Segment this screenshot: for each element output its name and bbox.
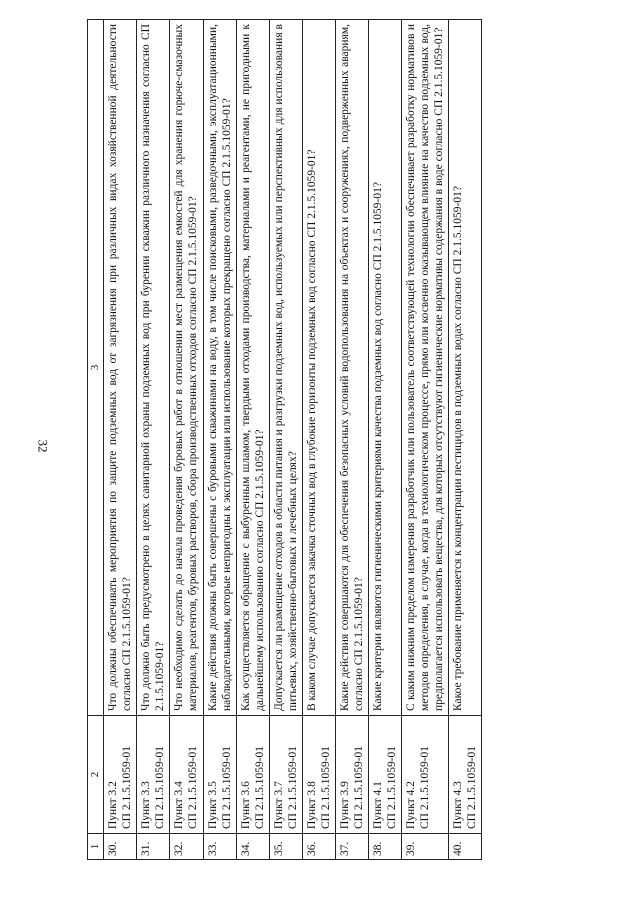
row-question: Что должны обеспечивать мероприятия по защите подземных вод от загрязнения при различных видах хозяйственной деятельности согласно СП 2.1.5.1059-01?: [104, 20, 137, 716]
row-reference: Пункт 3.7 СП 2.1.5.1059-01: [269, 716, 302, 834]
row-question: Какие действия совершаются для обеспечения безопасных условий водопользования на объектах и сооружениях, подверженных авариям, согласно СП 2.1.5.1059-01?: [335, 20, 368, 716]
table-row: [137, 20, 170, 860]
table-row: [170, 20, 203, 860]
table-row: [236, 20, 269, 860]
table-row: [335, 20, 368, 860]
requirements-table: [87, 19, 482, 860]
header-col-1: 1: [88, 834, 104, 860]
table-row: [104, 20, 137, 860]
row-question: С каким нижним пределом измерения разработчик или пользователь соответствующей технологии обеспечивает разработку нормативов и методов определения, в случае, когда в технологическом процессе, прямо или косвенно оказывающем влияние на качество подземных вод, предполагается использовать вещества, для которых отсутствуют гигиенические нормативы содержания в воде согласно СП 2.1.5.1059-01?: [401, 20, 448, 716]
row-reference: Пункт 3.4 СП 2.1.5.1059-01: [170, 716, 203, 834]
row-question: В каком случае допускается закачка сточных вод в глубокие горизонты подземных вод согласно СП 2.1.5.1059-01?: [302, 20, 335, 716]
row-reference: Пункт 4.2 СП 2.1.5.1059-01: [401, 716, 448, 834]
table-row: [368, 20, 401, 860]
row-number: 35.: [269, 834, 302, 860]
row-number: 37.: [335, 834, 368, 860]
rotated-sheet: [87, 20, 482, 860]
row-reference: Пункт 3.5 СП 2.1.5.1059-01: [203, 716, 236, 834]
row-number: 33.: [203, 834, 236, 860]
table-row: [203, 20, 236, 860]
row-question: Что необходимо сделать до начала проведения буровых работ в отношении мест размещения емкостей для хранения горюче-смазочных материалов, реагентов, буровых растворов, сбора производственных отходов согласно СП 2.1.5.1059-01?: [170, 20, 203, 716]
row-number: 34.: [236, 834, 269, 860]
row-number: 39.: [401, 834, 448, 860]
header-col-2: 2: [88, 716, 104, 834]
row-number: 32.: [170, 834, 203, 860]
row-reference: Пункт 4.1 СП 2.1.5.1059-01: [368, 716, 401, 834]
table-row: [269, 20, 302, 860]
table-header-row: [88, 20, 104, 860]
row-reference: Пункт 3.9 СП 2.1.5.1059-01: [335, 716, 368, 834]
row-reference: Пункт 3.8 СП 2.1.5.1059-01: [302, 716, 335, 834]
row-reference: Пункт 3.6 СП 2.1.5.1059-01: [236, 716, 269, 834]
row-question: Как осуществляется обращение с выбуренным шламом, твердыми отходами производства, материалами и реагентами, не пригодными к дальнейшему использованию согласно СП 2.1.5.1059-01?: [236, 20, 269, 716]
table-row: [401, 20, 448, 860]
row-reference: Пункт 3.2 СП 2.1.5.1059-01: [104, 716, 137, 834]
table-row: [302, 20, 335, 860]
row-question: Что должно быть предусмотрено в целях санитарной охраны подземных вод при бурении скважин различного назначения согласно СП 2.1.5.1059-01?: [137, 20, 170, 716]
row-number: 36.: [302, 834, 335, 860]
row-question: Какие критерии являются гигиеническими критериями качества подземных вод согласно СП 2.1.5.1059-01?: [368, 20, 401, 716]
row-reference: Пункт 4.3 СП 2.1.5.1059-01: [448, 716, 481, 834]
row-number: 31.: [137, 834, 170, 860]
row-question: Какое требование применяется к концентрации пестицидов в подземных водах согласно СП 2.1.5.1059-01?: [448, 20, 481, 716]
row-number: 38.: [368, 834, 401, 860]
row-reference: Пункт 3.3 СП 2.1.5.1059-01: [137, 716, 170, 834]
page-number: 32: [35, 439, 51, 453]
header-col-3: 3: [88, 20, 104, 716]
table-row: [448, 20, 481, 860]
row-number: 30.: [104, 834, 137, 860]
row-number: 40.: [448, 834, 481, 860]
row-question: Какие действия должны быть совершены с буровыми скважинами на воду, в том числе поисковыми, разведочными, эксплуатационными, наблюдательными, которые непригодны к эксплуатации или использование которых прекращено согласно СП 2.1.5.1059-01?: [203, 20, 236, 716]
row-question: Допускается ли размещение отходов в области питания и разгрузки подземных вод, используемых или перспективных для использования в питьевых, хозяйственно-бытовых и лечебных целях?: [269, 20, 302, 716]
